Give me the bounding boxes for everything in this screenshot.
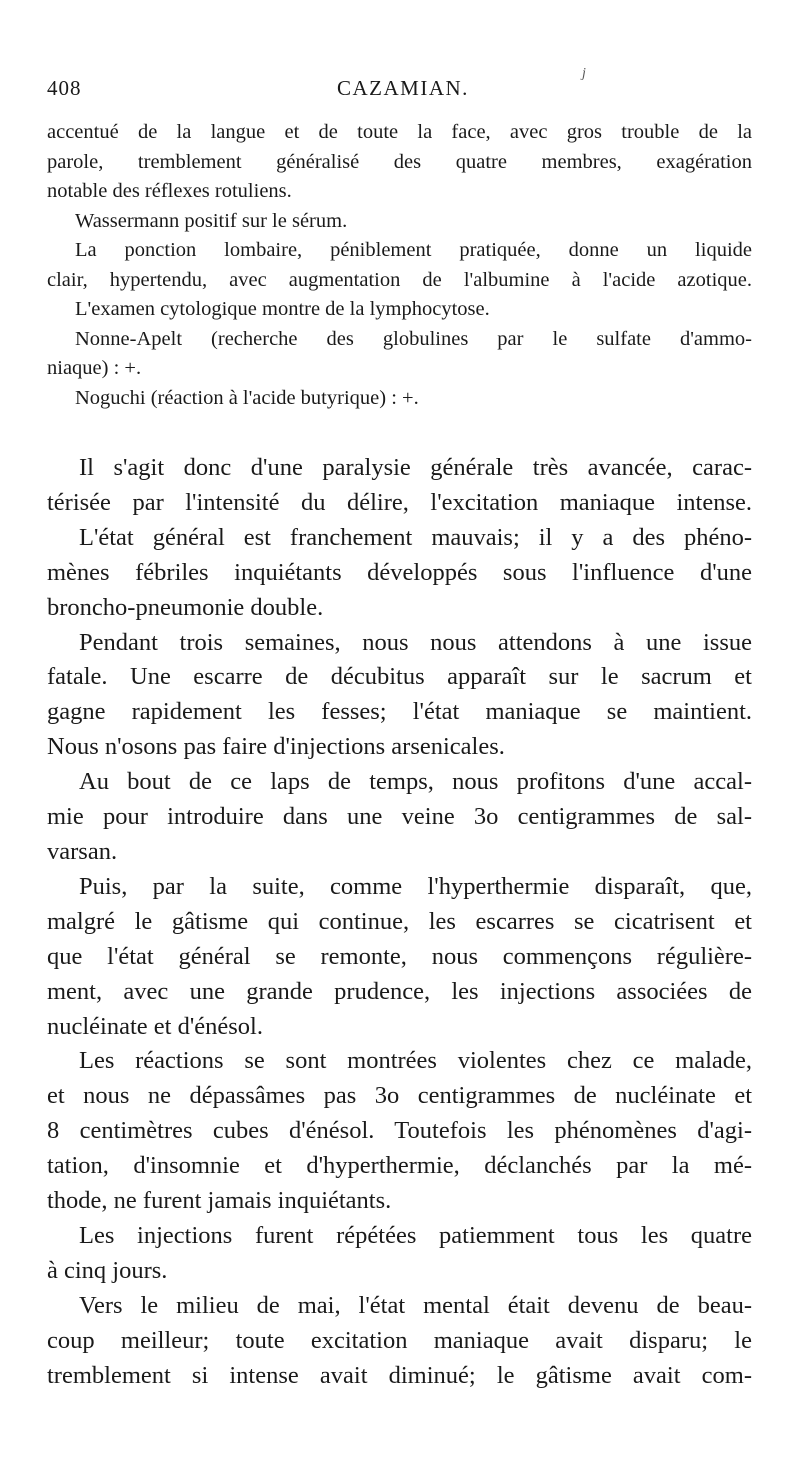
margin-mark: j <box>582 66 587 81</box>
note-paragraph <box>47 384 752 414</box>
text-line: Au bout de ce laps de temps, nous profitons d'une accal- <box>79 768 752 796</box>
page-header <box>47 66 752 106</box>
text-line: coup meilleur; toute excitation maniaque avait disparu; le <box>47 1326 752 1354</box>
text-line: L'examen cytologique montre de la lymphocytose. <box>75 298 490 320</box>
body-paragraph <box>47 870 752 1045</box>
text-line: tation, d'insomnie et d'hyperthermie, déclanchés par la mé- <box>47 1152 752 1180</box>
main-text <box>47 451 752 1393</box>
text-line: clair, hypertendu, avec augmentation de l'albumine à l'acide azotique. <box>47 268 752 291</box>
text-line: Noguchi (réaction à l'acide butyrique) : +. <box>75 386 419 409</box>
text-line: Les réactions se sont montrées violentes chez ce malade, <box>79 1047 752 1075</box>
text-line: Les injections furent répétées patiemment tous les quatre <box>79 1221 752 1249</box>
page-number: 408 <box>47 76 82 100</box>
running-title: CAZAMIAN. <box>337 76 469 100</box>
text-line: L'état général est franchement mauvais; il y a des phéno- <box>79 523 752 551</box>
text-line: 8 centimètres cubes d'énésol. Toutefois les phénomènes d'agi- <box>47 1117 752 1145</box>
text-line: fatale. Une escarre de décubitus apparaît sur le sacrum et <box>47 663 752 691</box>
text-line: et nous ne dépassâmes pas 3o centigrammes de nucléinate et <box>47 1082 752 1110</box>
note-paragraph <box>47 118 752 207</box>
text-line: Nonne-Apelt (recherche des globulines par le sulfate d'ammo- <box>75 327 752 350</box>
body-paragraph <box>47 521 752 626</box>
text-line: varsan. <box>47 837 118 865</box>
text-line: Il s'agit donc d'une paralysie générale très avancée, carac- <box>79 454 752 481</box>
text-line: accentué de la langue et de toute la face, avec gros trouble de la <box>47 121 752 143</box>
text-line: notable des réflexes rotuliens. <box>47 180 292 202</box>
note-paragraph <box>47 207 752 237</box>
text-line: malgré le gâtisme qui continue, les escarres se cicatrisent et <box>47 907 752 935</box>
text-line: tremblement si intense avait diminué; le gâtisme avait com- <box>47 1361 752 1389</box>
clinical-notes <box>47 118 752 413</box>
text-line: niaque) : +. <box>47 357 142 379</box>
text-line: Pendant trois semaines, nous nous attendons à une issue <box>79 628 752 656</box>
text-line: mie pour introduire dans une veine 3o centigrammes de sal- <box>47 803 752 831</box>
text-line: nucléinate et d'énésol. <box>47 1012 263 1040</box>
text-line: Wassermann positif sur le sérum. <box>75 209 348 232</box>
note-paragraph <box>47 295 752 325</box>
text-line: thode, ne furent jamais inquiétants. <box>47 1187 392 1215</box>
body-paragraph <box>47 1044 752 1219</box>
text-line: mènes fébriles inquiétants développés sous l'influence d'une <box>47 558 752 586</box>
text-line: Vers le milieu de mai, l'état mental était devenu de beau- <box>79 1291 752 1319</box>
note-paragraph <box>47 325 752 384</box>
text-line: broncho-pneumonie double. <box>47 593 324 621</box>
body-paragraph <box>47 1219 752 1289</box>
body-paragraph <box>47 1289 752 1394</box>
text-line: gagne rapidement les fesses; l'état maniaque se maintient. <box>47 698 752 726</box>
text-line: térisée par l'intensité du délire, l'excitation maniaque intense. <box>47 488 752 516</box>
text-line: parole, tremblement généralisé des quatre membres, exagération <box>47 150 752 173</box>
text-line: que l'état général se remonte, nous commençons régulière- <box>47 942 752 970</box>
text-line: à cinq jours. <box>47 1256 168 1284</box>
text-line: La ponction lombaire, péniblement pratiquée, donne un liquide <box>75 239 752 261</box>
text-line: ment, avec une grande prudence, les injections associées de <box>47 977 752 1005</box>
text-line: Nous n'osons pas faire d'injections arsenicales. <box>47 733 505 761</box>
body-paragraph <box>47 626 752 766</box>
body-paragraph <box>47 451 752 521</box>
body-paragraph <box>47 765 752 870</box>
text-line: Puis, par la suite, comme l'hyperthermie disparaît, que, <box>79 872 752 900</box>
note-paragraph <box>47 236 752 295</box>
